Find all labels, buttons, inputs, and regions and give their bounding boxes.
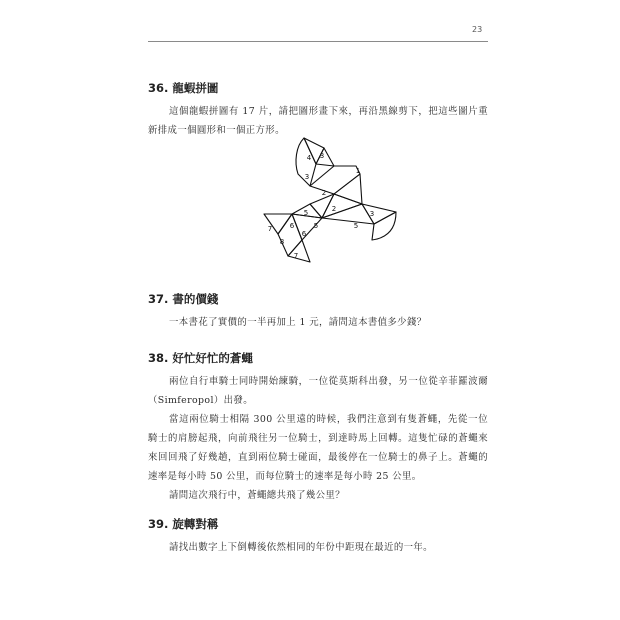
puzzle-piece-label: 5 [303, 209, 309, 217]
section-title: 39. 旋轉對稱 [148, 517, 219, 531]
section-36 [148, 80, 488, 140]
puzzle-piece-label: 3 [319, 152, 325, 160]
puzzle-piece-label: 4 [306, 154, 312, 162]
section-paragraph: 請問這次飛行中，蒼蠅總共飛了幾公里？ [169, 490, 345, 501]
puzzle-piece-label: 2 [331, 205, 337, 213]
puzzle-piece-label: 6 [301, 230, 307, 238]
puzzle-piece [322, 204, 374, 224]
section-title: 37. 書的價錢 [148, 292, 219, 306]
section-paragraph: 一本書花了實價的一半再加上 1 元，請問這本書值多少錢？ [169, 317, 427, 328]
puzzle-piece-label: 8 [279, 238, 285, 246]
puzzle-piece [310, 194, 337, 218]
header-rule [148, 41, 488, 42]
lobster-puzzle-figure [262, 134, 398, 264]
puzzle-piece-label: 6 [289, 222, 295, 230]
section-38 [148, 350, 488, 505]
section-paragraph: 當這兩位騎士相隔 300 公里遠的時候，我們注意到有隻蒼蠅，先從一位騎士的肩膀起飛，向前飛往另一位騎士，到達時馬上回轉。這隻忙碌的蒼蠅來來回回飛了好幾趟，直到兩位騎士碰面，最後停在一位騎士的鼻子上。蒼蠅的速率是每小時 50 公里，而每位騎士的速率是每小時 25 公里。 [148, 414, 488, 482]
puzzle-piece-label: 1 [355, 167, 361, 175]
section-paragraph: 兩位自行車騎士同時開始練騎，一位從莫斯科出發，另一位從辛菲羅波爾（Simferopol）出發。 [148, 376, 488, 406]
puzzle-piece-label: 2 [321, 189, 327, 197]
puzzle-piece [288, 240, 310, 262]
puzzle-piece-label: 3 [369, 210, 375, 218]
section-paragraph: 請找出數字上下倒轉後依然相同的年份中距現在最近的一年。 [169, 542, 433, 553]
section-title: 38. 好忙好忙的蒼蠅 [148, 351, 253, 365]
puzzle-piece-label: 5 [353, 222, 359, 230]
puzzle-piece-label: 7 [267, 225, 273, 233]
puzzle-piece [278, 214, 302, 256]
puzzle-piece [316, 148, 334, 166]
puzzle-piece-label: 3 [304, 173, 310, 181]
section-39 [148, 516, 488, 557]
section-paragraph: 這個龍蝦拼圖有 17 片，請把圖形畫下來，再沿黑線剪下，把這些圖片重新排成一個圓形和一個正方形。 [148, 106, 488, 136]
section-title: 36. 龍蝦拼圖 [148, 81, 219, 95]
section-37 [148, 291, 488, 332]
page-number: 23 [472, 25, 483, 34]
puzzle-piece [369, 210, 396, 240]
puzzle-piece-label: 7 [293, 252, 299, 260]
puzzle-piece-label: 5 [313, 222, 319, 230]
